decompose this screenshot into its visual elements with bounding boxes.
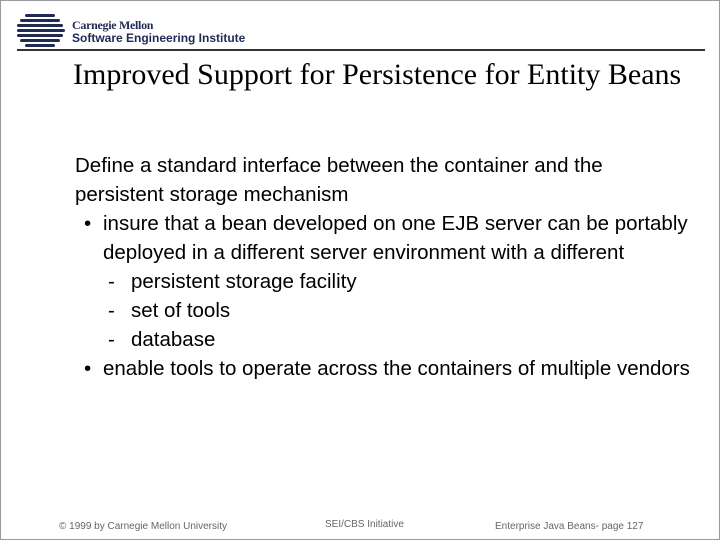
- header-divider: [17, 49, 705, 51]
- bullet-glyph: •: [84, 357, 92, 380]
- slide-title: Improved Support for Persistence for Entity Beans: [73, 58, 682, 91]
- dash-glyph: -: [108, 328, 115, 351]
- bullet-glyph: •: [84, 212, 92, 235]
- footer-copyright: © 1999 by Carnegie Mellon University: [59, 521, 228, 532]
- footer-initiative: SEI/CBS Initiative: [325, 519, 404, 530]
- bullet-item: [75, 354, 695, 383]
- bullet-text: insure that a bean developed on one EJB server can be portably deployed in a different server environment with a different: [103, 212, 688, 264]
- logo-org-line2: Software Engineering Institute: [72, 31, 246, 45]
- sub-item-text: set of tools: [131, 299, 231, 322]
- sub-item: [75, 296, 695, 325]
- slide-body: [75, 151, 695, 383]
- bullet-item: [75, 209, 695, 267]
- bullet-text: enable tools to operate across the containers of multiple vendors: [103, 357, 690, 380]
- dash-glyph: -: [108, 299, 115, 322]
- sei-logo-mark-icon: [17, 13, 67, 47]
- cmu-sei-logo: [17, 13, 277, 47]
- sub-item: [75, 267, 695, 296]
- sub-item-text: database: [131, 328, 216, 351]
- dash-glyph: -: [108, 270, 115, 293]
- logo-org-line1: Carnegie Mellon: [72, 18, 154, 32]
- sub-item: [75, 325, 695, 354]
- intro-text: Define a standard interface between the container and the persistent storage mechanism: [75, 154, 603, 206]
- sub-item-text: persistent storage facility: [131, 270, 357, 293]
- footer-page-number: Enterprise Java Beans- page 127: [495, 521, 644, 532]
